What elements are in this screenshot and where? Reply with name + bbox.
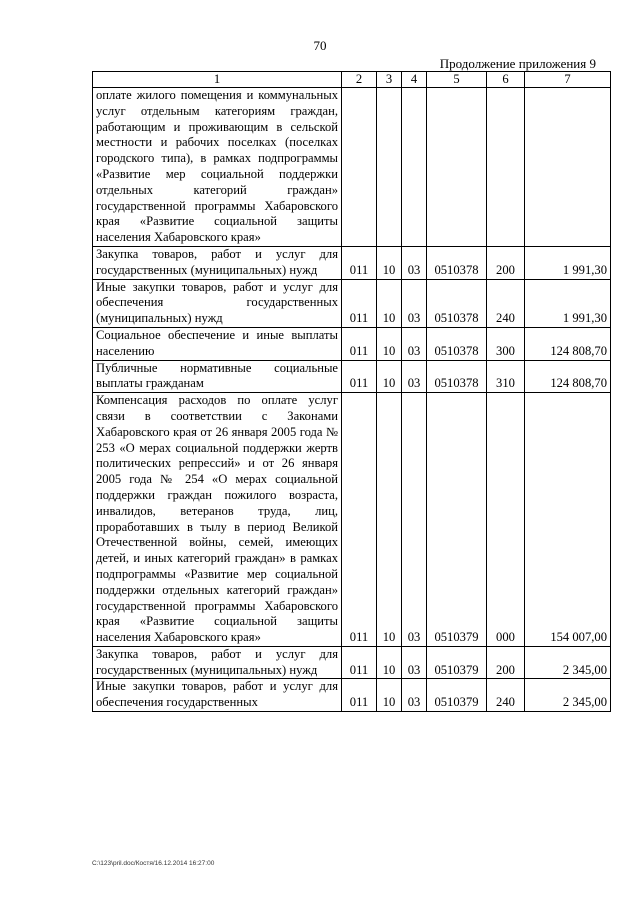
row-name-cell: Закупка товаров, работ и услуг для государственных (муниципальных) нужд — [93, 646, 342, 679]
header-cell: 5 — [427, 72, 487, 88]
col2-cell: 011 — [342, 327, 377, 360]
page-number: 70 — [313, 38, 327, 53]
col6-cell: 000 — [487, 393, 525, 647]
amount-cell: 1 991,30 — [525, 246, 611, 279]
col3-cell: 10 — [377, 679, 402, 712]
col3-cell: 10 — [377, 246, 402, 279]
col3-cell: 10 — [377, 360, 402, 393]
table-row — [93, 646, 611, 679]
col3-cell — [377, 88, 402, 247]
row-name-cell: Публичные нормативные социальные выплаты гражданам — [93, 360, 342, 393]
col2-cell — [342, 88, 377, 247]
col2-cell: 011 — [342, 646, 377, 679]
col5-cell: 0510378 — [427, 360, 487, 393]
amount-cell: 154 007,00 — [525, 393, 611, 647]
col3-cell: 10 — [377, 646, 402, 679]
col5-cell: 0510379 — [427, 646, 487, 679]
header-cell: 6 — [487, 72, 525, 88]
table-row — [93, 246, 611, 279]
col4-cell: 03 — [402, 327, 427, 360]
col6-cell: 240 — [487, 679, 525, 712]
amount-cell — [525, 88, 611, 247]
row-name-cell: Закупка товаров, работ и услуг для государственных (муниципальных) нужд — [93, 246, 342, 279]
col3-cell: 10 — [377, 393, 402, 647]
header-cell: 2 — [342, 72, 377, 88]
col5-cell: 0510379 — [427, 393, 487, 647]
col4-cell: 03 — [402, 393, 427, 647]
table-row — [93, 279, 611, 327]
continuation-label: Продолжение приложения 9 — [439, 56, 596, 71]
col4-cell: 03 — [402, 246, 427, 279]
header-cell: 4 — [402, 72, 427, 88]
file-path-footer: C:\123\pril.doc/Костя/16.12.2014 16:27:00 — [92, 860, 215, 867]
amount-cell: 1 991,30 — [525, 279, 611, 327]
table-row — [93, 360, 611, 393]
col6-cell: 240 — [487, 279, 525, 327]
col2-cell: 011 — [342, 279, 377, 327]
amount-cell: 2 345,00 — [525, 646, 611, 679]
col2-cell: 011 — [342, 246, 377, 279]
col4-cell: 03 — [402, 360, 427, 393]
row-name-cell: Компенсация расходов по оплате услуг связи в соответствии с Законами Хабаровского края от 26 января 2005 года № 253 «О мерах социальной поддержки жертв политических репрессий» и от 26 января 2005 года № 254 «О мерах социальной поддержки граждан пожилого возраста, инвалидов, ветеранов труда, лиц, проработавших в тылу в период Великой Отечественной войны, семей, имеющих детей, и иных категорий граждан» в рамках подпрограммы «Развитие мер социальной поддержки отдельных категорий граждан» государственной программы Хабаровского края «Развитие социальной защиты населения Хабаровского края» — [93, 393, 342, 647]
col5-cell: 0510378 — [427, 279, 487, 327]
table-row — [93, 393, 611, 647]
budget-table — [92, 71, 611, 712]
amount-cell: 2 345,00 — [525, 679, 611, 712]
row-name-cell: Иные закупки товаров, работ и услуг для обеспечения государственных (муниципальных) нужд — [93, 279, 342, 327]
col4-cell — [402, 88, 427, 247]
table-row — [93, 679, 611, 712]
table-header-row — [93, 72, 611, 88]
col5-cell: 0510378 — [427, 327, 487, 360]
col5-cell: 0510379 — [427, 679, 487, 712]
col2-cell: 011 — [342, 393, 377, 647]
col4-cell: 03 — [402, 679, 427, 712]
col3-cell: 10 — [377, 327, 402, 360]
col5-cell — [427, 88, 487, 247]
row-name-cell: оплате жилого помещения и коммунальных услуг отдельным категориям граждан, работающим и проживающим в сельской местности и рабочих поселках (поселках городского типа), в рамках подпрограммы «Развитие мер социальной поддержки отдельных категорий граждан» государственной программы Хабаровского края «Развитие социальной защиты населения Хабаровского края» — [93, 88, 342, 247]
col5-cell: 0510378 — [427, 246, 487, 279]
header-cell: 3 — [377, 72, 402, 88]
table-row — [93, 88, 611, 247]
col4-cell: 03 — [402, 646, 427, 679]
col6-cell: 300 — [487, 327, 525, 360]
col6-cell — [487, 88, 525, 247]
header-cell: 7 — [525, 72, 611, 88]
header-cell: 1 — [93, 72, 342, 88]
row-name-cell: Иные закупки товаров, работ и услуг для обеспечения государственных — [93, 679, 342, 712]
amount-cell: 124 808,70 — [525, 327, 611, 360]
amount-cell: 124 808,70 — [525, 360, 611, 393]
col6-cell: 200 — [487, 246, 525, 279]
row-name-cell: Социальное обеспечение и иные выплаты населению — [93, 327, 342, 360]
col6-cell: 310 — [487, 360, 525, 393]
col3-cell: 10 — [377, 279, 402, 327]
col2-cell: 011 — [342, 679, 377, 712]
table-row — [93, 327, 611, 360]
col2-cell: 011 — [342, 360, 377, 393]
col6-cell: 200 — [487, 646, 525, 679]
col4-cell: 03 — [402, 279, 427, 327]
